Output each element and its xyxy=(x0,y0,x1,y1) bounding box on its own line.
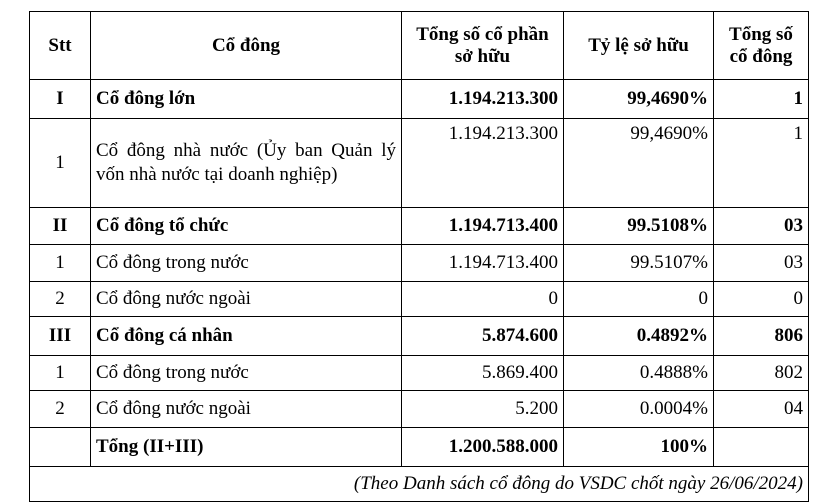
cell-shares: 1.194.713.400 xyxy=(402,208,564,245)
cell-shareholder: Tổng (II+III) xyxy=(91,428,402,467)
header-shareholder: Cổ đông xyxy=(91,12,402,80)
cell-shares: 1.200.588.000 xyxy=(402,428,564,467)
cell-ratio: 0.0004% xyxy=(564,391,714,428)
cell-shares: 1.194.213.300 xyxy=(402,119,564,208)
cell-count xyxy=(714,428,809,467)
cell-stt xyxy=(30,428,91,467)
source-note: (Theo Danh sách cổ đông do VSDC chốt ngày 26/06/2024) xyxy=(30,467,809,502)
header-ownership-ratio: Tỷ lệ sở hữu xyxy=(564,12,714,80)
cell-ratio: 0.4892% xyxy=(564,317,714,356)
header-total-shares: Tổng số cổ phần sở hữu xyxy=(402,12,564,80)
cell-shareholder: Cổ đông nước ngoài xyxy=(91,282,402,317)
cell-ratio: 99.5107% xyxy=(564,245,714,282)
source-note-row xyxy=(30,467,809,502)
table-row xyxy=(30,80,809,119)
cell-stt: III xyxy=(30,317,91,356)
cell-shareholder: Cổ đông trong nước xyxy=(91,245,402,282)
cell-stt: 1 xyxy=(30,356,91,391)
table-row xyxy=(30,119,809,208)
cell-ratio: 100% xyxy=(564,428,714,467)
cell-shares: 5.869.400 xyxy=(402,356,564,391)
cell-ratio: 0 xyxy=(564,282,714,317)
cell-count: 806 xyxy=(714,317,809,356)
shareholder-structure-table xyxy=(29,11,809,502)
cell-stt: 2 xyxy=(30,282,91,317)
cell-shareholder: Cổ đông lớn xyxy=(91,80,402,119)
cell-shareholder: Cổ đông trong nước xyxy=(91,356,402,391)
cell-shareholder: Cổ đông cá nhân xyxy=(91,317,402,356)
cell-stt: 1 xyxy=(30,245,91,282)
table-total-row xyxy=(30,428,809,467)
table-header-row xyxy=(30,12,809,80)
cell-ratio: 99,4690% xyxy=(564,80,714,119)
cell-shareholder: Cổ đông tổ chức xyxy=(91,208,402,245)
cell-stt: 1 xyxy=(30,119,91,208)
cell-shares: 1.194.713.400 xyxy=(402,245,564,282)
cell-shareholder: Cổ đông nhà nước (Ủy ban Quản lý vốn nhà nước tại doanh nghiệp) xyxy=(91,119,402,208)
cell-shares: 5.874.600 xyxy=(402,317,564,356)
cell-stt: I xyxy=(30,80,91,119)
cell-count: 1 xyxy=(714,80,809,119)
cell-ratio: 0.4888% xyxy=(564,356,714,391)
table-row xyxy=(30,282,809,317)
cell-stt: 2 xyxy=(30,391,91,428)
cell-count: 1 xyxy=(714,119,809,208)
table-row xyxy=(30,245,809,282)
cell-shareholder: Cổ đông nước ngoài xyxy=(91,391,402,428)
cell-shares: 1.194.213.300 xyxy=(402,80,564,119)
cell-count: 03 xyxy=(714,245,809,282)
cell-ratio: 99.5108% xyxy=(564,208,714,245)
table-row xyxy=(30,208,809,245)
cell-count: 0 xyxy=(714,282,809,317)
cell-ratio: 99,4690% xyxy=(564,119,714,208)
header-stt: Stt xyxy=(30,12,91,80)
cell-shares: 0 xyxy=(402,282,564,317)
header-total-shareholders: Tổng số cổ đông xyxy=(714,12,809,80)
cell-stt: II xyxy=(30,208,91,245)
table-row xyxy=(30,317,809,356)
table-row xyxy=(30,391,809,428)
table-row xyxy=(30,356,809,391)
cell-shares: 5.200 xyxy=(402,391,564,428)
cell-count: 802 xyxy=(714,356,809,391)
cell-count: 04 xyxy=(714,391,809,428)
cell-count: 03 xyxy=(714,208,809,245)
